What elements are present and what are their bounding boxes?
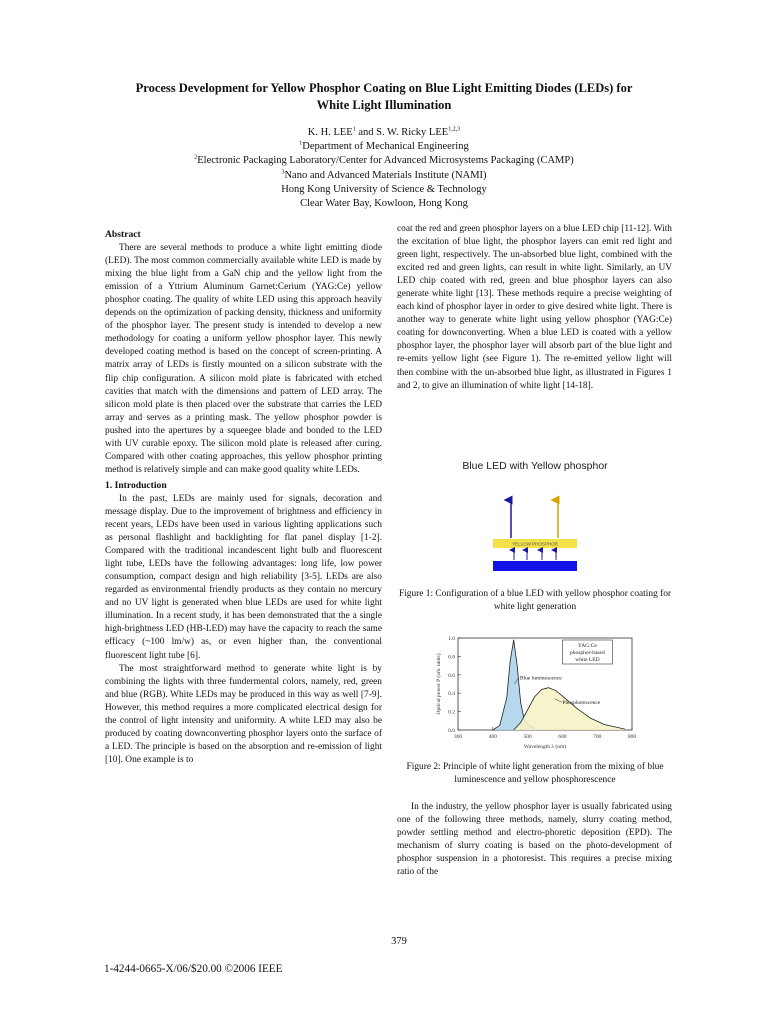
x-axis-label: Wavelength λ (nm) [523, 744, 567, 750]
figure-2-caption: Figure 2: Principle of white light generation from the mixing of blue luminescence and yellow phosphorescence [406, 762, 664, 785]
abstract-heading: Abstract [105, 229, 141, 240]
y-tick-label: 0.0 [448, 728, 455, 734]
right-paragraph-2: In the industry, the yellow phosphor layer is usually fabricated using one of the following three methods, namely, slurry coating method, powder settling method and electro-phoretic deposition (EPD). The mechanism of slurry coating is based on the photo-development of phosphor suspension in a photoresist. This requires a precise mixing ratio of the [397, 802, 672, 878]
x-tick-label: 300 [453, 734, 463, 740]
y-tick-label: 0.4 [448, 691, 455, 698]
affiliation-2: $^2$Electronic Packaging Laboratory/Center for Advanced Microsystems Packaging (CAMP) [194, 154, 574, 167]
y-axis-label: Optical power P (arb. units) [436, 653, 442, 715]
legend-line: phosphor-based [570, 650, 605, 656]
x-tick-label: 700 [593, 734, 602, 740]
right-column-lower [397, 801, 672, 879]
right-column [397, 223, 672, 393]
right-paragraph-1: coat the red and green phosphor layers on a blue LED chip [11-12]. With the excitation of blue light, the phosphor layers can emit red light and green light, respectively. The un-absorbed blue light, combined with the excited red and green lights, can result in white light. Similarly, an UV LED chip coated with red, green and blue phosphor layers can also generate white light [13]. These methods require a precise weighting of each kind of phosphor layer in order to give desired white light. There is another way to generate white light using yellow phosphor (YAG:Ce) coating for downconverting. When a blue LED is coated with a yellow phosphor layer, the phosphor layer will absorb part of the blue light and re-emits yellow light (see Figure 1). The re-emitted yellow light will then combine with the un-absorbed blue light, as illustrated in Figures 1 and 2, to give an illumination of white light [14-18]. [397, 224, 672, 391]
figure-2-chart [430, 630, 640, 755]
affiliation-1: $^1$Department of Mechanical Engineering [299, 140, 469, 153]
phosphorescence-area [514, 688, 625, 730]
figure-2 [430, 630, 640, 755]
author-block [100, 126, 668, 211]
legend-line: YAG:Ce [577, 643, 597, 649]
x-tick-label: 600 [558, 734, 567, 740]
y-tick-label: 0.8 [448, 654, 455, 661]
x-tick-label: 500 [523, 734, 532, 740]
intro-paragraph-1: In the past, LEDs are mainly used for signals, decoration and message display. Due to the improvement of brightness and efficiency in recent years, LEDs have been used in various lighting applications such as personal flashlight and backlighting for flat panel display [1-2]. Compared with the traditional incandescent light bulb and fluorescent light tube, LEDs have the following advantages: long life, low power consumption, compact design and high reliability [3-5]. LEDs are also regarded as environmental friendly products as they contain no mercury and no UV light is generated when blue LEDs are used for white light illumination. In a recent study, it has been demonstrated that the a single high-brightness LED (HB-LED) may have the capacity to reach the same efficacy (~100 lm/w) as, or even higher than, the conventional fluorescent light tube [6]. [105, 493, 382, 661]
left-column [105, 228, 382, 767]
y-tick-label: 0.6 [448, 672, 455, 679]
figure-1-caption: Figure 1: Configuration of a blue LED with yellow phosphor coating for white light generation [398, 589, 672, 612]
phosphorescence-label: Phosphorescence [562, 700, 601, 707]
abstract-text: There are several methods to produce a white light emitting diode (LED). The most common commercially available white LED is made by mixing the blue light from a GaN chip and the yellow light from the emission of a Yttrium Aluminum Garnet:Cerium (YAG:Ce) yellow phosphor coating. The quality of white LED using this approach heavily depends on the optimization of packing density, thickness and uniformity of the phosphor layer. The present study is intended to develop a new methodology for coating a uniform yellow phosphor layer. This newly developed coating method is based on the concept of screen-printing. A matrix array of LEDs is firstly mounted on a silicon substrate with the flip chip configuration. A silicon mold plate is fabricated with etched cavities that match with the dimensions and pattern of LED array. The silicon mold plate is then placed over the substrate that carries the LED array and serves as a printing mask. The yellow phosphor powder is pushed into the apertures by a squeegee blade and bonded to the LED with UV curable epoxy. The silicon mold plate is released after curing. Compared with other coating approaches, this yellow phosphor printing method is relatively simple and can make good quality white LEDs. [105, 243, 382, 475]
figure-1-title: Blue LED with Yellow phosphor [462, 460, 608, 472]
y-tick-label: 1.0 [448, 636, 455, 642]
intro-heading: 1. Introduction [105, 479, 167, 491]
affiliation-university: Hong Kong University of Science & Technology [281, 183, 487, 195]
figure-1 [450, 450, 620, 575]
figure-1-diagram [450, 450, 620, 575]
x-tick-label: 800 [627, 734, 637, 740]
title-line-2: White Light Illumination [316, 98, 452, 112]
paper-title [100, 80, 668, 114]
title-line-1: Process Development for Yellow Phosphor Coating on Blue Light Emitting Diodes (LEDs) for [135, 81, 633, 95]
x-tick-label: 400 [488, 734, 497, 740]
blue-luminescence-label: Blue luminescence [519, 675, 562, 682]
affiliation-3: $^3$Nano and Advanced Materials Institute (NAMI) [281, 169, 487, 181]
blue-led-chip [493, 561, 577, 571]
author-line: K. H. LEE$^1$ and S. W. Ricky LEE$^{1,2,3}$ [307, 126, 461, 138]
legend-line: white LED [575, 657, 600, 663]
phosphor-layer-label: YELLOW PHOSPHOR [512, 541, 558, 547]
y-tick-label: 0.2 [448, 709, 455, 716]
intro-paragraph-2: The most straightforward method to generate white light is by combining the lights with three fundermental colors, namely, red, green and blue (RGB). White LEDs may be produced in this way as well [7-9]. However, this method requires a more complicated electrical design for the control of light intensity and uniformity. A white LED may also be produced by coating downconverting phosphor layers onto the surface of a LED. The principle is based on the absorption and re-emission of light [10]. One example is to [105, 663, 382, 765]
affiliation-address: Clear Water Bay, Kowloon, Hong Kong [300, 198, 468, 210]
copyright-footer: 1-4244-0665-X/06/$20.00 ©2006 IEEE [104, 963, 283, 975]
page-number: 379 [391, 936, 407, 947]
